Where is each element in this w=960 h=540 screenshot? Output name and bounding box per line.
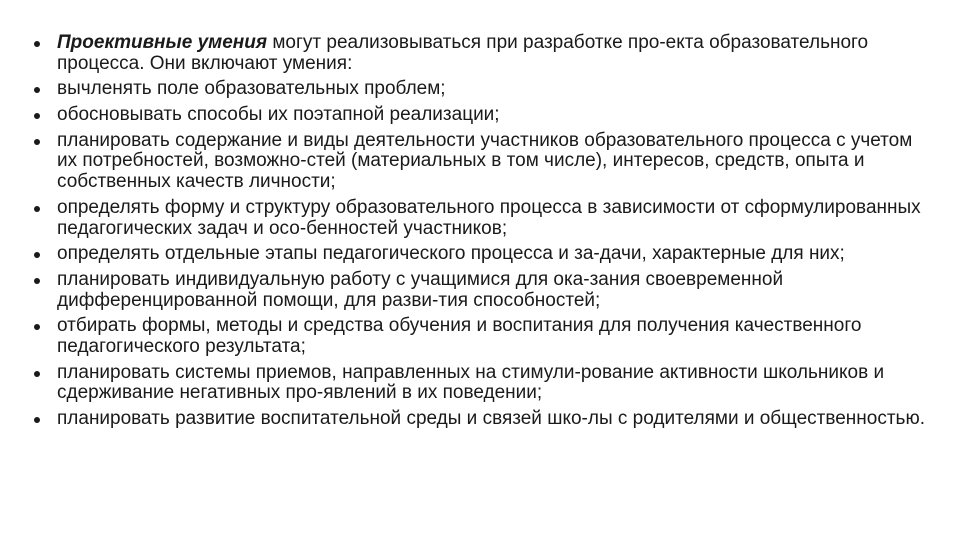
bullet-text: обосновывать способы их поэтапной реализации;: [57, 103, 500, 125]
bullet-text: планировать содержание и виды деятельности участников образовательного процесса с учетом их потребностей, возможно-стей (материальных в том числе), интересов, средств, опыта и собственных качеств личности;: [57, 129, 913, 193]
bullet-text: определять форму и структуру образовательного процесса в зависимости от сформулированных педагогических задач и осо-бенностей участников;: [57, 196, 921, 239]
bullet-icon: [34, 87, 40, 93]
bullet-text: отбирать формы, методы и средства обучения и воспитания для получения качественного педагогического результата;: [57, 315, 862, 357]
bullet-icon: [34, 113, 40, 119]
bullet-item: [34, 270, 934, 312]
bullet-item: [34, 363, 934, 405]
bullet-text: планировать индивидуальную работу с учащимися для ока-зания своевременной дифференцированной помощи, для разви-тия способностей;: [57, 268, 784, 311]
bullet-text: определять отдельные этапы педагогического процесса и за-дачи, характерные для них;: [57, 243, 845, 265]
bullet-icon: [34, 206, 40, 212]
bullet-item: [34, 131, 934, 193]
bullet-item: [34, 33, 934, 75]
bullet-item: [34, 409, 934, 430]
bullet-icon: [34, 278, 40, 284]
bullet-icon: [34, 139, 40, 145]
bullet-item: [34, 79, 934, 100]
bullet-item: [34, 244, 934, 265]
bullet-item: [34, 316, 934, 358]
bullet-icon: [34, 417, 40, 423]
bullet-text: вычленять поле образовательных проблем;: [57, 78, 446, 100]
bullet-icon: [34, 371, 40, 377]
lead-term: Проективные умения: [57, 32, 268, 53]
bullet-item: [34, 198, 934, 240]
bullet-icon: [34, 324, 40, 330]
bullet-text: планировать развитие воспитательной среды и связей шко-лы с родителями и общественностью.: [57, 407, 925, 429]
bullet-icon: [34, 41, 40, 47]
bullet-item: [34, 105, 934, 126]
bullet-icon: [34, 252, 40, 258]
bullet-text: планировать системы приемов, направленных на стимули-рование активности школьников и сдерживание негативных про-явлений в их поведении;: [57, 361, 885, 404]
bullet-list: [34, 33, 934, 435]
bullet-text: могут реализовываться при разработке про-екта образовательного процесса. Они включают умения:: [57, 32, 869, 74]
